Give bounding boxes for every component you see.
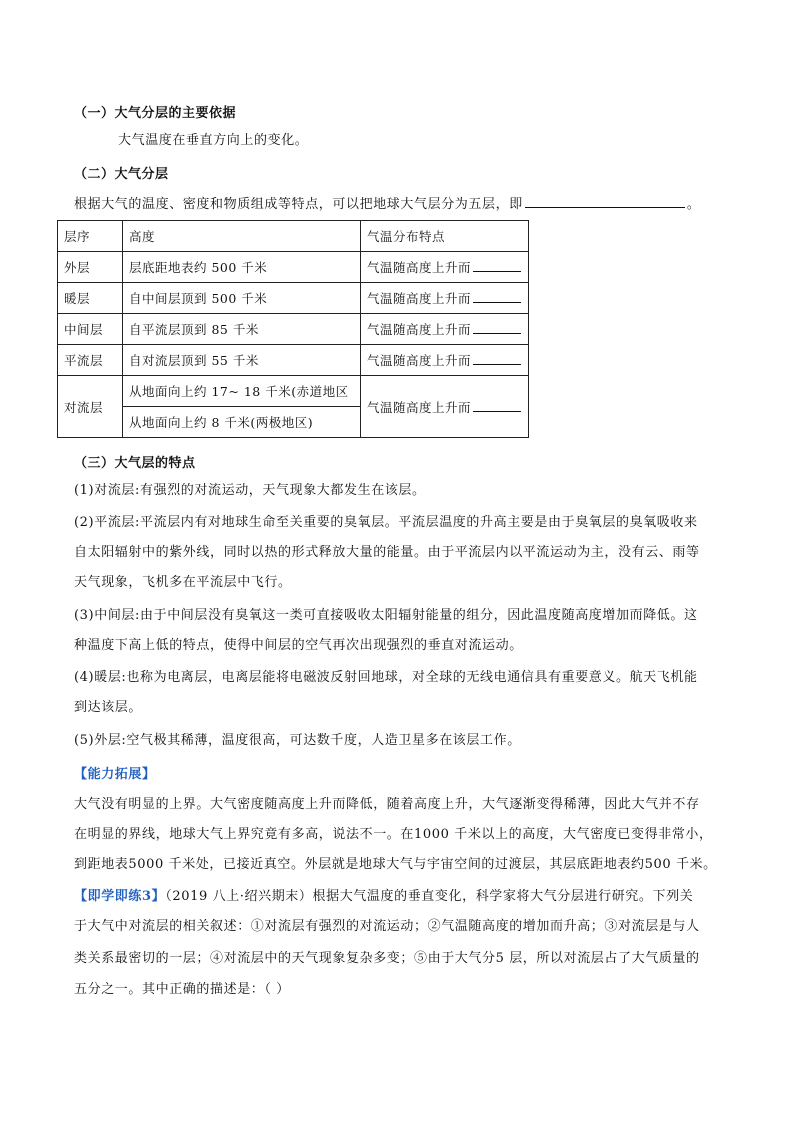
exercise-tag: 【即学即练3】 xyxy=(74,889,166,904)
header-cell: 气温分布特点 xyxy=(361,221,529,252)
table-row xyxy=(58,252,529,283)
feature-line: (4)暖层:也称为电离层，电离层能将电磁波反射回地球，对全球的无线电通信具有重要意义。航天飞机能 xyxy=(74,670,698,685)
layer-name: 平流层 xyxy=(58,345,123,376)
section-2-intro xyxy=(74,190,724,220)
exercise-line xyxy=(74,882,724,912)
feature-line: (5)外层:空气极其稀薄，温度很高，可达数千度，人造卫星多在该层工作。 xyxy=(74,733,521,748)
answer-blank[interactable] xyxy=(525,195,685,208)
answer-blank[interactable] xyxy=(473,291,521,303)
layer-temp: 气温随高度上升而 xyxy=(361,345,529,376)
extension-line: 大气没有明显的上界。大气密度随高度上升而降低，随着高度上升，大气逐渐变得稀薄，因此大气并不存 xyxy=(74,797,700,812)
layer-temp: 气温随高度上升而 xyxy=(361,314,529,345)
layer-height: 自平流层顶到 85 千米 xyxy=(123,314,361,345)
intro-text: 根据大气的温度、密度和物质组成等特点，可以把地球大气层分为五层，即 xyxy=(74,197,523,212)
layer-temp: 气温随高度上升而 xyxy=(361,376,529,438)
atmosphere-layers-table xyxy=(57,220,529,438)
feature-line: 自太阳辐射中的紫外线，同时以热的形式释放大量的能量。由于平流层内以平流运动为主，没有云、雨等 xyxy=(74,545,700,560)
header-cell: 层序 xyxy=(58,221,123,252)
exercise-text: （2019 八上·绍兴期末）根据大气温度的垂直变化，科学家将大气分层进行研究。下列关 xyxy=(165,889,694,904)
layer-name: 对流层 xyxy=(58,376,123,438)
layer-temp: 气温随高度上升而 xyxy=(361,283,529,314)
section-2-title: （二）大气分层 xyxy=(74,167,169,182)
answer-blank[interactable] xyxy=(473,260,521,272)
exercise-line: 于大气中对流层的相关叙述：①对流层有强烈的对流运动；②气温随高度的增加而升高；③对流层是与人 xyxy=(74,919,700,934)
answer-blank[interactable] xyxy=(473,353,521,365)
layer-height: 从地面向上约 8 千米(两极地区) xyxy=(123,407,361,438)
feature-line: 天气现象，飞机多在平流层中飞行。 xyxy=(74,575,292,590)
exercise-line: 类关系最密切的一层；④对流层中的天气现象复杂多变；⑤由于大气分5 层，所以对流层占了大气质量的 xyxy=(74,951,700,966)
layer-name: 中间层 xyxy=(58,314,123,345)
intro-end: 。 xyxy=(686,197,701,212)
layer-name: 暖层 xyxy=(58,283,123,314)
feature-line: (2)平流层:平流层内有对地球生命至关重要的臭氧层。平流层温度的升高主要是由于臭氧层的臭氧吸收来 xyxy=(74,515,698,530)
layer-height: 自中间层顶到 500 千米 xyxy=(123,283,361,314)
feature-line: (3)中间层:由于中间层没有臭氧这一类可直接吸收太阳辐射能量的组分，因此温度随高度增加而降低。这 xyxy=(74,608,698,623)
feature-line: 到达该层。 xyxy=(74,700,143,715)
table-header-row xyxy=(58,221,529,252)
layer-height: 自对流层顶到 55 千米 xyxy=(123,345,361,376)
section-3-title: （三）大气层的特点 xyxy=(74,456,196,471)
header-cell: 高度 xyxy=(123,221,361,252)
section-1-text: 大气温度在垂直方向上的变化。 xyxy=(118,133,309,148)
table-row xyxy=(58,345,529,376)
exercise-line: 五分之一。其中正确的描述是：（ ） xyxy=(74,982,290,997)
extension-line: 到距地表5000 千米处，已接近真空。外层就是地球大气与宇宙空间的过渡层，其层底距地表约500 千米。 xyxy=(74,857,717,872)
layer-name: 外层 xyxy=(58,252,123,283)
extension-line: 在明显的界线，地球大气上界究竟有多高，说法不一。在1000 千米以上的高度，大气密度已变得非常小， xyxy=(74,827,713,842)
table-row xyxy=(58,376,529,407)
layer-height: 层底距地表约 500 千米 xyxy=(123,252,361,283)
answer-blank[interactable] xyxy=(473,322,521,334)
table-row xyxy=(58,314,529,345)
section-1-title: （一）大气分层的主要依据 xyxy=(74,106,237,121)
layer-height: 从地面向上约 17~ 18 千米(赤道地区 xyxy=(123,376,361,407)
layer-temp: 气温随高度上升而 xyxy=(361,252,529,283)
extension-title: 【能力拓展】 xyxy=(74,767,156,782)
table-row xyxy=(58,283,529,314)
feature-line: 种温度下高上低的特点，使得中间层的空气再次出现强烈的垂直对流运动。 xyxy=(74,638,523,653)
answer-blank[interactable] xyxy=(473,400,521,412)
feature-line: (1)对流层:有强烈的对流运动，天气现象大都发生在该层。 xyxy=(74,483,426,498)
